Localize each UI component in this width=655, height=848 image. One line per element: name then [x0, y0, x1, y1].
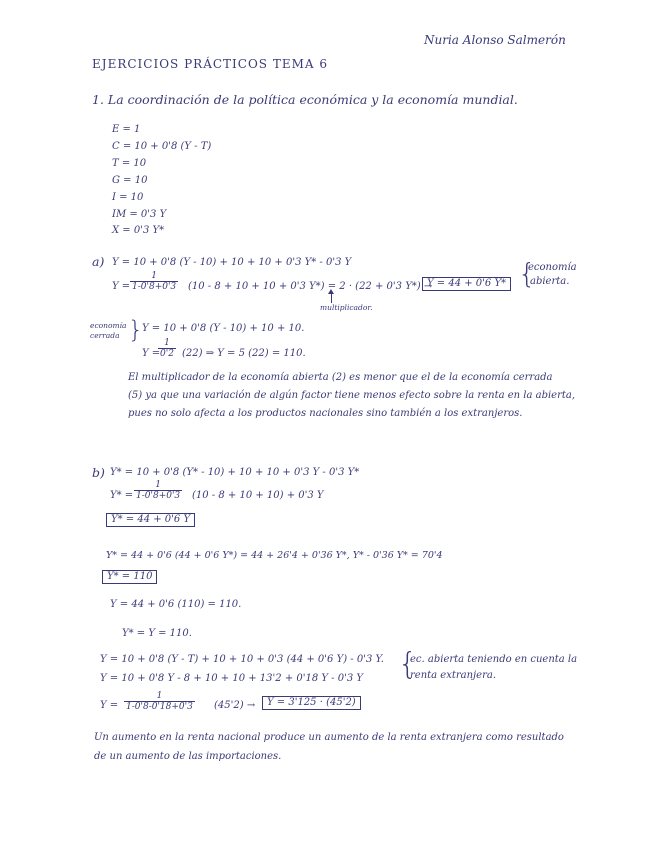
part-b-final-fraction: [124, 692, 195, 712]
closed-economy-equation-lhs: Y =: [142, 348, 161, 359]
side-note: renta extranjera.: [410, 670, 496, 681]
part-b-substitution: Y* = 44 + 0'6 (44 + 0'6 Y*) = 44 + 26'4 + 0'36 Y*, Y* - 0'36 Y* = 70'4: [106, 550, 443, 561]
fraction-numerator: 1: [164, 338, 170, 348]
part-b-equation-rest: (10 - 8 + 10 + 10) + 0'3 Y: [192, 490, 324, 501]
part-b-final-box: Y = 3'125 · (45'2): [262, 696, 361, 710]
given-item: G = 10: [112, 175, 148, 186]
closed-economy-equation-rest: (22) ⇒ Y = 5 (22) = 110.: [182, 348, 306, 359]
closed-economy-label: cerrada: [90, 331, 120, 340]
up-arrow: [331, 293, 332, 303]
part-b-equation: Y = 10 + 0'8 Y - 8 + 10 + 10 + 13'2 + 0'18 Y - 0'3 Y: [100, 673, 363, 684]
multiplier-note: multiplicador.: [320, 303, 373, 312]
given-item: X = 0'3 Y*: [112, 225, 165, 236]
page-title: EJERCICIOS PRÁCTICOS TEMA 6: [92, 57, 329, 71]
part-b-equation-lhs: Y =: [100, 700, 119, 711]
question-heading: 1. La coordinación de la política económica y la economía mundial.: [92, 92, 518, 107]
conclusion-line: Un aumento en la renta nacional produce un aumento de la renta extranjera como resultado: [94, 732, 564, 743]
part-a-equation-mid: (10 - 8 + 10 + 10 + 0'3 Y*) = 2 · (22 + 0'3 Y*) →: [188, 281, 433, 292]
closed-economy-label: economía: [90, 321, 127, 330]
closed-economy-equation: Y = 10 + 0'8 (Y - 10) + 10 + 10.: [142, 323, 305, 334]
given-item: IM = 0'3 Y: [112, 209, 167, 220]
open-economy-note: economía: [528, 262, 577, 273]
left-brace: {: [398, 647, 418, 682]
given-item: E = 1: [112, 124, 141, 135]
part-a-equation-lhs: Y =: [112, 281, 131, 292]
side-note: ec. abierta teniendo en cuenta la: [410, 654, 578, 665]
part-b-equation: Y* = 10 + 0'8 (Y* - 10) + 10 + 10 + 0'3 Y - 0'3 Y*: [110, 467, 360, 478]
part-a-multiplier-fraction: [130, 272, 178, 292]
given-item: C = 10 + 0'8 (Y - T): [112, 141, 212, 152]
author-name: Nuria Alonso Salmerón: [424, 33, 566, 47]
part-b-equation: Y = 44 + 0'6 (110) = 110.: [110, 599, 242, 610]
fraction-numerator: 1: [151, 271, 157, 281]
explanation-line: (5) ya que una variación de algún factor tiene menos efecto sobre la renta en la abierta,: [128, 390, 576, 401]
part-b-equation: Y* = Y = 110.: [122, 628, 192, 639]
fraction-numerator: 1: [155, 480, 161, 490]
explanation-line: El multiplicador de la economía abierta (2) es menor que el de la economía cerrada: [128, 372, 553, 383]
part-a-result-box: Y = 44 + 0'6 Y*: [422, 277, 511, 291]
left-brace: }: [128, 316, 144, 344]
fraction-denominator: 1-0'8-0'18+0'3: [126, 702, 193, 712]
given-item: T = 10: [112, 158, 147, 169]
fraction-numerator: 1: [156, 691, 163, 701]
closed-multiplier-fraction: [158, 339, 176, 359]
part-b-label: b): [92, 465, 105, 480]
part-a-equation: Y = 10 + 0'8 (Y - 10) + 10 + 10 + 0'3 Y* - 0'3 Y: [112, 257, 352, 268]
conclusion-line: de un aumento de las importaciones.: [94, 751, 282, 762]
fraction-denominator: 0'2: [160, 349, 174, 359]
part-b-equation-lhs: Y* =: [110, 490, 134, 501]
part-b-y-star-box: Y* = 110: [102, 570, 157, 584]
part-a-label: a): [92, 254, 105, 269]
open-economy-note: abierta.: [530, 276, 570, 287]
given-item: I = 10: [112, 192, 144, 203]
fraction-denominator: 1-0'8+0'3: [136, 491, 181, 501]
right-brace: {: [518, 257, 536, 290]
part-b-equation-mid: (45'2) →: [214, 700, 256, 711]
part-b-result-box: Y* = 44 + 0'6 Y: [106, 513, 195, 527]
part-b-multiplier-fraction: [134, 481, 182, 501]
fraction-denominator: 1-0'8+0'3: [132, 282, 177, 292]
explanation-line: pues no solo afecta a los productos nacionales sino también a los extranjeros.: [128, 408, 523, 419]
part-b-equation: Y = 10 + 0'8 (Y - T) + 10 + 10 + 0'3 (44 + 0'6 Y) - 0'3 Y.: [100, 654, 384, 665]
